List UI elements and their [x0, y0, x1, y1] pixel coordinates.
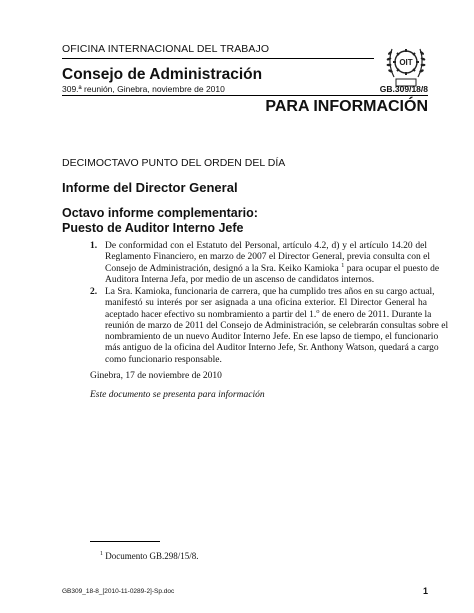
- document-reference: GB.309/18/8: [379, 84, 428, 94]
- header-rule-thick: [62, 95, 428, 96]
- paragraph-1: [105, 241, 440, 286]
- paragraph-line: manifestó su interés por ser asignada a una oficina exterior. El Director General ha: [105, 298, 427, 309]
- document-purpose-note: Este documento se presenta para información: [90, 390, 265, 400]
- paragraph-line: La Sra. Kamioka, funcionaria de carrera, que ha cumplido tres años en su cargo actual,: [105, 287, 435, 297]
- paragraph-line: reunión de marzo de 2011 del Consejo de Administración, se celebrarán consultas sobre el: [105, 320, 449, 331]
- paragraph-number: 2.: [90, 287, 98, 297]
- paragraph-number: 1.: [90, 241, 98, 251]
- paragraph-2: [105, 287, 449, 366]
- organization-name: OFICINA INTERNACIONAL DEL TRABAJO: [62, 43, 270, 55]
- agenda-item: DECIMOCTAVO PUNTO DEL ORDEN DEL DÍA: [62, 157, 286, 169]
- paragraph-text: Consejo de Administración, designó a la Sra. Keiko Kamioka: [105, 263, 339, 274]
- paragraph-text: aceptado hacer efectivo su nombramiento a partir del 1.: [105, 309, 317, 320]
- paragraph-line: [105, 307, 432, 321]
- paragraph-line: Auditora Interna Jefa, por medio de un ascenso de candidatos internos.: [105, 274, 375, 285]
- footnote-marker: 1: [100, 551, 103, 557]
- council-title: Consejo de Administración: [62, 66, 263, 83]
- paragraph-line: De conformidad con el Estatuto del Personal, artículo 4.2, d) y el artículo 14.20 del: [105, 241, 427, 251]
- paragraph-line: Reglamento Financiero, en marzo de 2007 el Director General, previa consulta con el: [105, 252, 430, 263]
- paragraph-line: más antiguo de la oficina del Auditor Interno Jefe, Sr. Anthony Watson, quedará a cargo: [105, 343, 439, 354]
- page-number: 1: [422, 586, 428, 596]
- classification-label: PARA INFORMACIÓN: [265, 98, 428, 115]
- session-line: 309.ª reunión, Ginebra, noviembre de 2010: [62, 84, 225, 94]
- paragraph-line: nombramiento de un nuevo Auditor Interno Jefe. En ese lapso de tiempo, el funcionario: [105, 332, 439, 343]
- svg-text:OIT: OIT: [399, 58, 413, 67]
- footnote-separator: [90, 541, 160, 542]
- paragraph-text: de enero de 2011. Durante la: [321, 309, 432, 320]
- subtitle-line-1: Octavo informe complementario:: [62, 206, 258, 220]
- header-rule: [62, 58, 374, 59]
- footnote: [100, 551, 199, 561]
- place-and-date: Ginebra, 17 de noviembre de 2010: [90, 371, 222, 381]
- ilo-oit-logo-icon: [384, 35, 428, 91]
- footnote-ref: 1: [341, 261, 345, 269]
- paragraph-line: como funcionario responsable.: [105, 354, 222, 365]
- paragraph-line: [105, 261, 440, 275]
- ordinal-superscript: o: [316, 307, 320, 315]
- footnote-text: Documento GB.298/15/8.: [105, 551, 199, 561]
- paragraph-text: para ocupar el puesto de: [346, 263, 440, 274]
- footer-file-name: GB309_18-8_[2010-11-0289-2]-Sp.doc: [62, 588, 175, 595]
- subtitle-line-2: Puesto de Auditor Interno Jefe: [62, 221, 244, 235]
- report-subtitle: [62, 206, 258, 236]
- report-title: Informe del Director General: [62, 180, 238, 195]
